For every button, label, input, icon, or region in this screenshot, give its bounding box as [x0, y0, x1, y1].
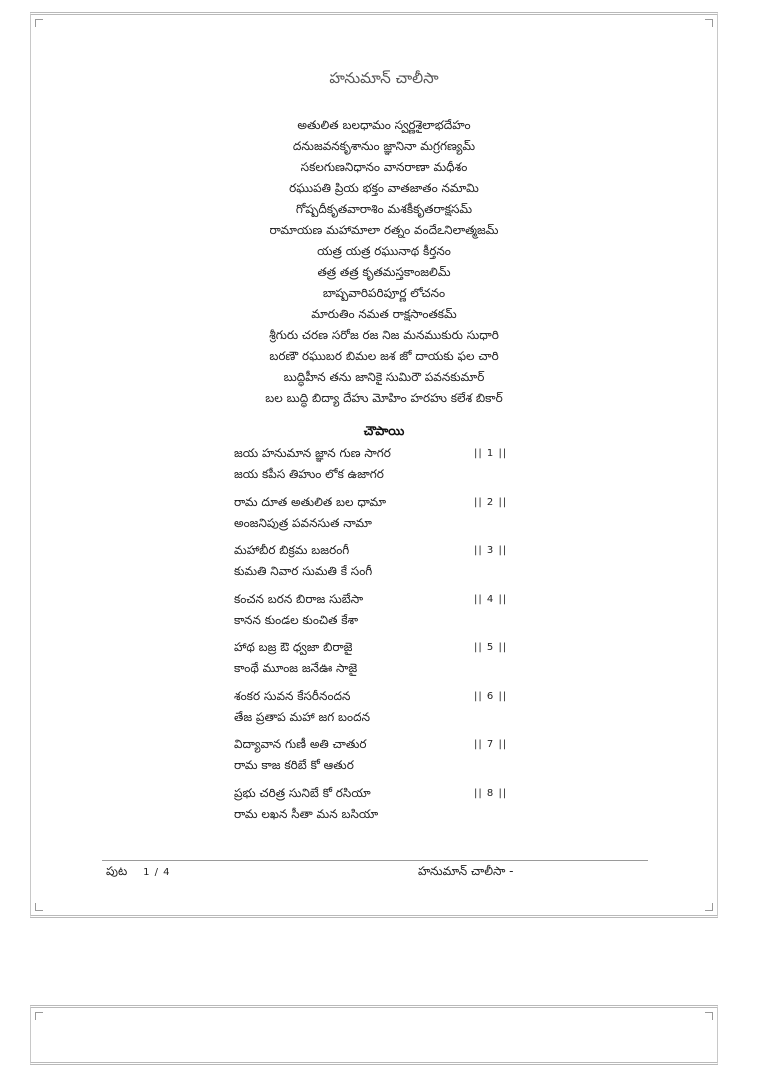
footer-doc-title: హనుమాన్ చాలీసా - — [418, 864, 514, 878]
couplet-line: కుమతి నివార సుమతి కే సంగీ — [234, 564, 373, 578]
couplet — [234, 783, 534, 832]
chaupai-list — [234, 443, 534, 831]
page-corner-mark — [35, 1012, 43, 1020]
couplet-number: || 4 || — [474, 593, 508, 605]
couplet-number: || 3 || — [474, 545, 508, 556]
couplet — [234, 443, 534, 492]
verse-line: యత్ర యత్ర రఘునాథ కీర్తనం — [317, 244, 451, 258]
couplet-line: ప్రభు చరిత్ర సునిబే కో రసియా — [234, 785, 371, 800]
couplet-number: || 1 || — [474, 448, 508, 459]
couplet — [234, 686, 534, 735]
verse-line: రఘుపతి ప్రియ భక్తం వాతజాతం నమామి — [289, 181, 479, 195]
verse-line: సకలగుణనిధానం వానరాణా మధీశం — [300, 160, 468, 174]
couplet-number: || 8 || — [474, 787, 508, 799]
page-label: పుట — [106, 864, 128, 878]
couplet-number: || 5 || — [474, 642, 508, 653]
couplet — [234, 637, 534, 686]
couplet-line: కంచన బరన బిరాజ సుబేసా — [234, 591, 364, 606]
couplet — [234, 589, 534, 638]
invocation-verse — [0, 115, 768, 325]
verse-line: శ్రీగురు చరణ సరోజ రజ నిజ మనముకురు సుధారి — [269, 328, 499, 342]
chaupai-heading: చౌపాయి — [363, 423, 405, 438]
couplet-line: కాంథే మూంజ జనేఊ సాజై — [234, 661, 358, 675]
page-corner-mark — [705, 19, 713, 27]
verse-line: మారుతిం నమత రాక్షసాంతకమ్ — [311, 307, 457, 321]
page-footer-left — [106, 864, 171, 881]
next-page-border — [30, 1005, 718, 1065]
verse-line: రామాయణ మహామాలా రత్నం వందేఽనిలాత్మజమ్ — [269, 223, 499, 237]
couplet — [234, 492, 534, 541]
page-number: 1 / 4 — [143, 867, 171, 878]
couplet-line: శంకర సువన కేసరీనందన — [234, 688, 351, 703]
verse-line: తత్ర తత్ర కృతమస్తకాంజలిమ్ — [317, 265, 451, 279]
couplet-line: మహాబీర బిక్రమ బజరంగీ — [234, 543, 350, 557]
couplet-number: || 2 || — [474, 496, 508, 508]
doha-verse — [0, 325, 768, 409]
page-corner-mark — [35, 903, 43, 911]
couplet-number: || 7 || — [474, 739, 508, 750]
couplet — [234, 734, 534, 783]
couplet-number: || 6 || — [474, 690, 508, 702]
page-corner-mark — [705, 903, 713, 911]
couplet-line: రామ కాజ కరిబే కో ఆతుర — [234, 758, 354, 772]
page-corner-mark — [35, 19, 43, 27]
verse-line: బరణౌ రఘుబర బిమల జశ జో దాయకు ఫల చారి — [269, 349, 499, 363]
page-corner-mark — [705, 1012, 713, 1020]
couplet-line: రామ లఖన సీతా మన బసియా — [234, 806, 379, 821]
verse-line: బల బుద్ధి బిద్యా దేహు మోహిం హరహు కలేశ బికార్ — [265, 391, 503, 405]
couplet-line: రామ దూత అతులిత బల ధామా — [234, 494, 387, 509]
couplet — [234, 540, 534, 589]
document-title: హనుమాన్ చాలీసా — [329, 69, 439, 87]
couplet-line: తేజ ప్రతాప మహా జగ బందన — [234, 709, 371, 724]
footer-divider — [102, 860, 648, 861]
verse-line: అతులిత బలధామం స్వర్ణశైలాభదేహం — [297, 118, 471, 132]
couplet-line: హాథ బజ్ర ఔ ధ్వజా బిరాజై — [234, 640, 353, 654]
couplet-line: కానన కుండల కుంచిత కేశా — [234, 612, 359, 627]
couplet-line: అంజనిపుత్ర పవనసుత నామా — [234, 515, 372, 530]
couplet-line: జయ కపీస తిహుం లోక ఉజాగర — [234, 467, 384, 481]
verse-line: బాష్పవారిపరిపూర్ణ లోచనం — [322, 286, 446, 300]
verse-line: గోష్పదీకృతవారాశిం మశకీకృతరాక్షసమ్ — [295, 202, 473, 216]
couplet-line: జయ హనుమాన జ్ఞాన గుణ సాగర — [234, 446, 391, 460]
couplet-line: విద్యావాన గుణీ అతి చాతుర — [234, 737, 367, 751]
verse-line: దనుజవనకృశానుం జ్ఞానినా మగ్రగణ్యమ్ — [292, 139, 476, 153]
verse-line: బుద్ధిహీన తను జానికై సుమిరౌ పవనకుమార్ — [283, 370, 485, 384]
